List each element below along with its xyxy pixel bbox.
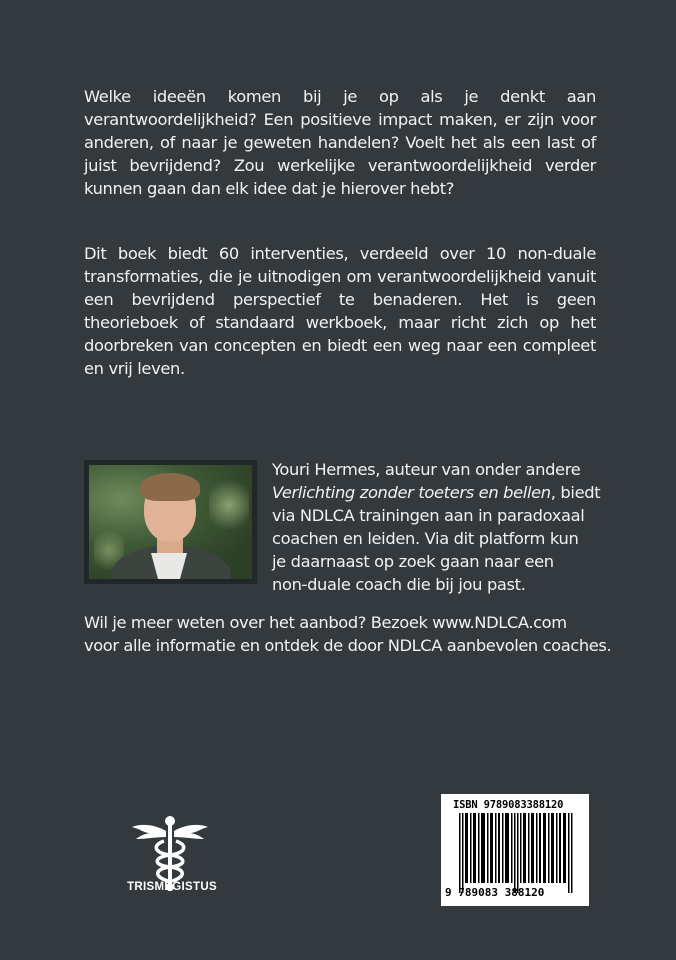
publisher-name: TRISMEGISTUS bbox=[127, 881, 217, 893]
isbn-barcode bbox=[441, 794, 589, 906]
bio-line: non-duale coach die bij jou past. bbox=[272, 575, 526, 594]
barcode-bars bbox=[451, 813, 579, 893]
more-info-line: voor alle informatie en ontdek de door NDLCA aanbevolen coaches. bbox=[84, 636, 612, 655]
description-paragraph: Dit boek biedt 60 interventies, verdeeld over 10 non-duale transformaties, die je uitnodigen om verantwoordelijkheid vanuit een bevrijdend perspectief te benaderen. Het is geen theorieboek of standaard werkboek, maar richt zich op het doorbreken van concepten en biedt een weg naar een compleet en vrij leven. bbox=[84, 244, 596, 378]
bio-line: je daarnaast op zoek gaan naar een bbox=[272, 552, 554, 571]
bio-line: Verlichting zonder toeters en bellen, biedt bbox=[272, 483, 601, 502]
isbn-digits: 9 789083 388120 bbox=[445, 886, 545, 899]
more-info bbox=[84, 611, 624, 657]
isbn-label: ISBN 9789083388120 bbox=[453, 799, 564, 811]
bio-line: coachen en leiden. Via dit platform kun bbox=[272, 529, 579, 548]
author-bio bbox=[272, 458, 602, 596]
intro-paragraph: Welke ideeën komen bij je op als je denkt aan verantwoordelijkheid? Een positieve impact maken, er zijn voor anderen, of naar je geweten handelen? Voelt het als een last of juist bevrijdend? Zou werkelijke verantwoordelijkheid verder kunnen gaan dan elk idee dat je hierover hebt? bbox=[84, 87, 596, 198]
bio-line: Youri Hermes, auteur van onder andere bbox=[272, 460, 581, 479]
more-info-line: Wil je meer weten over het aanbod? Bezoek www.NDLCA.com bbox=[84, 613, 567, 632]
author-photo bbox=[84, 460, 257, 584]
bio-line: via NDLCA trainingen aan in paradoxaal bbox=[272, 506, 585, 525]
book-title: Verlichting zonder toeters en bellen bbox=[272, 483, 551, 502]
